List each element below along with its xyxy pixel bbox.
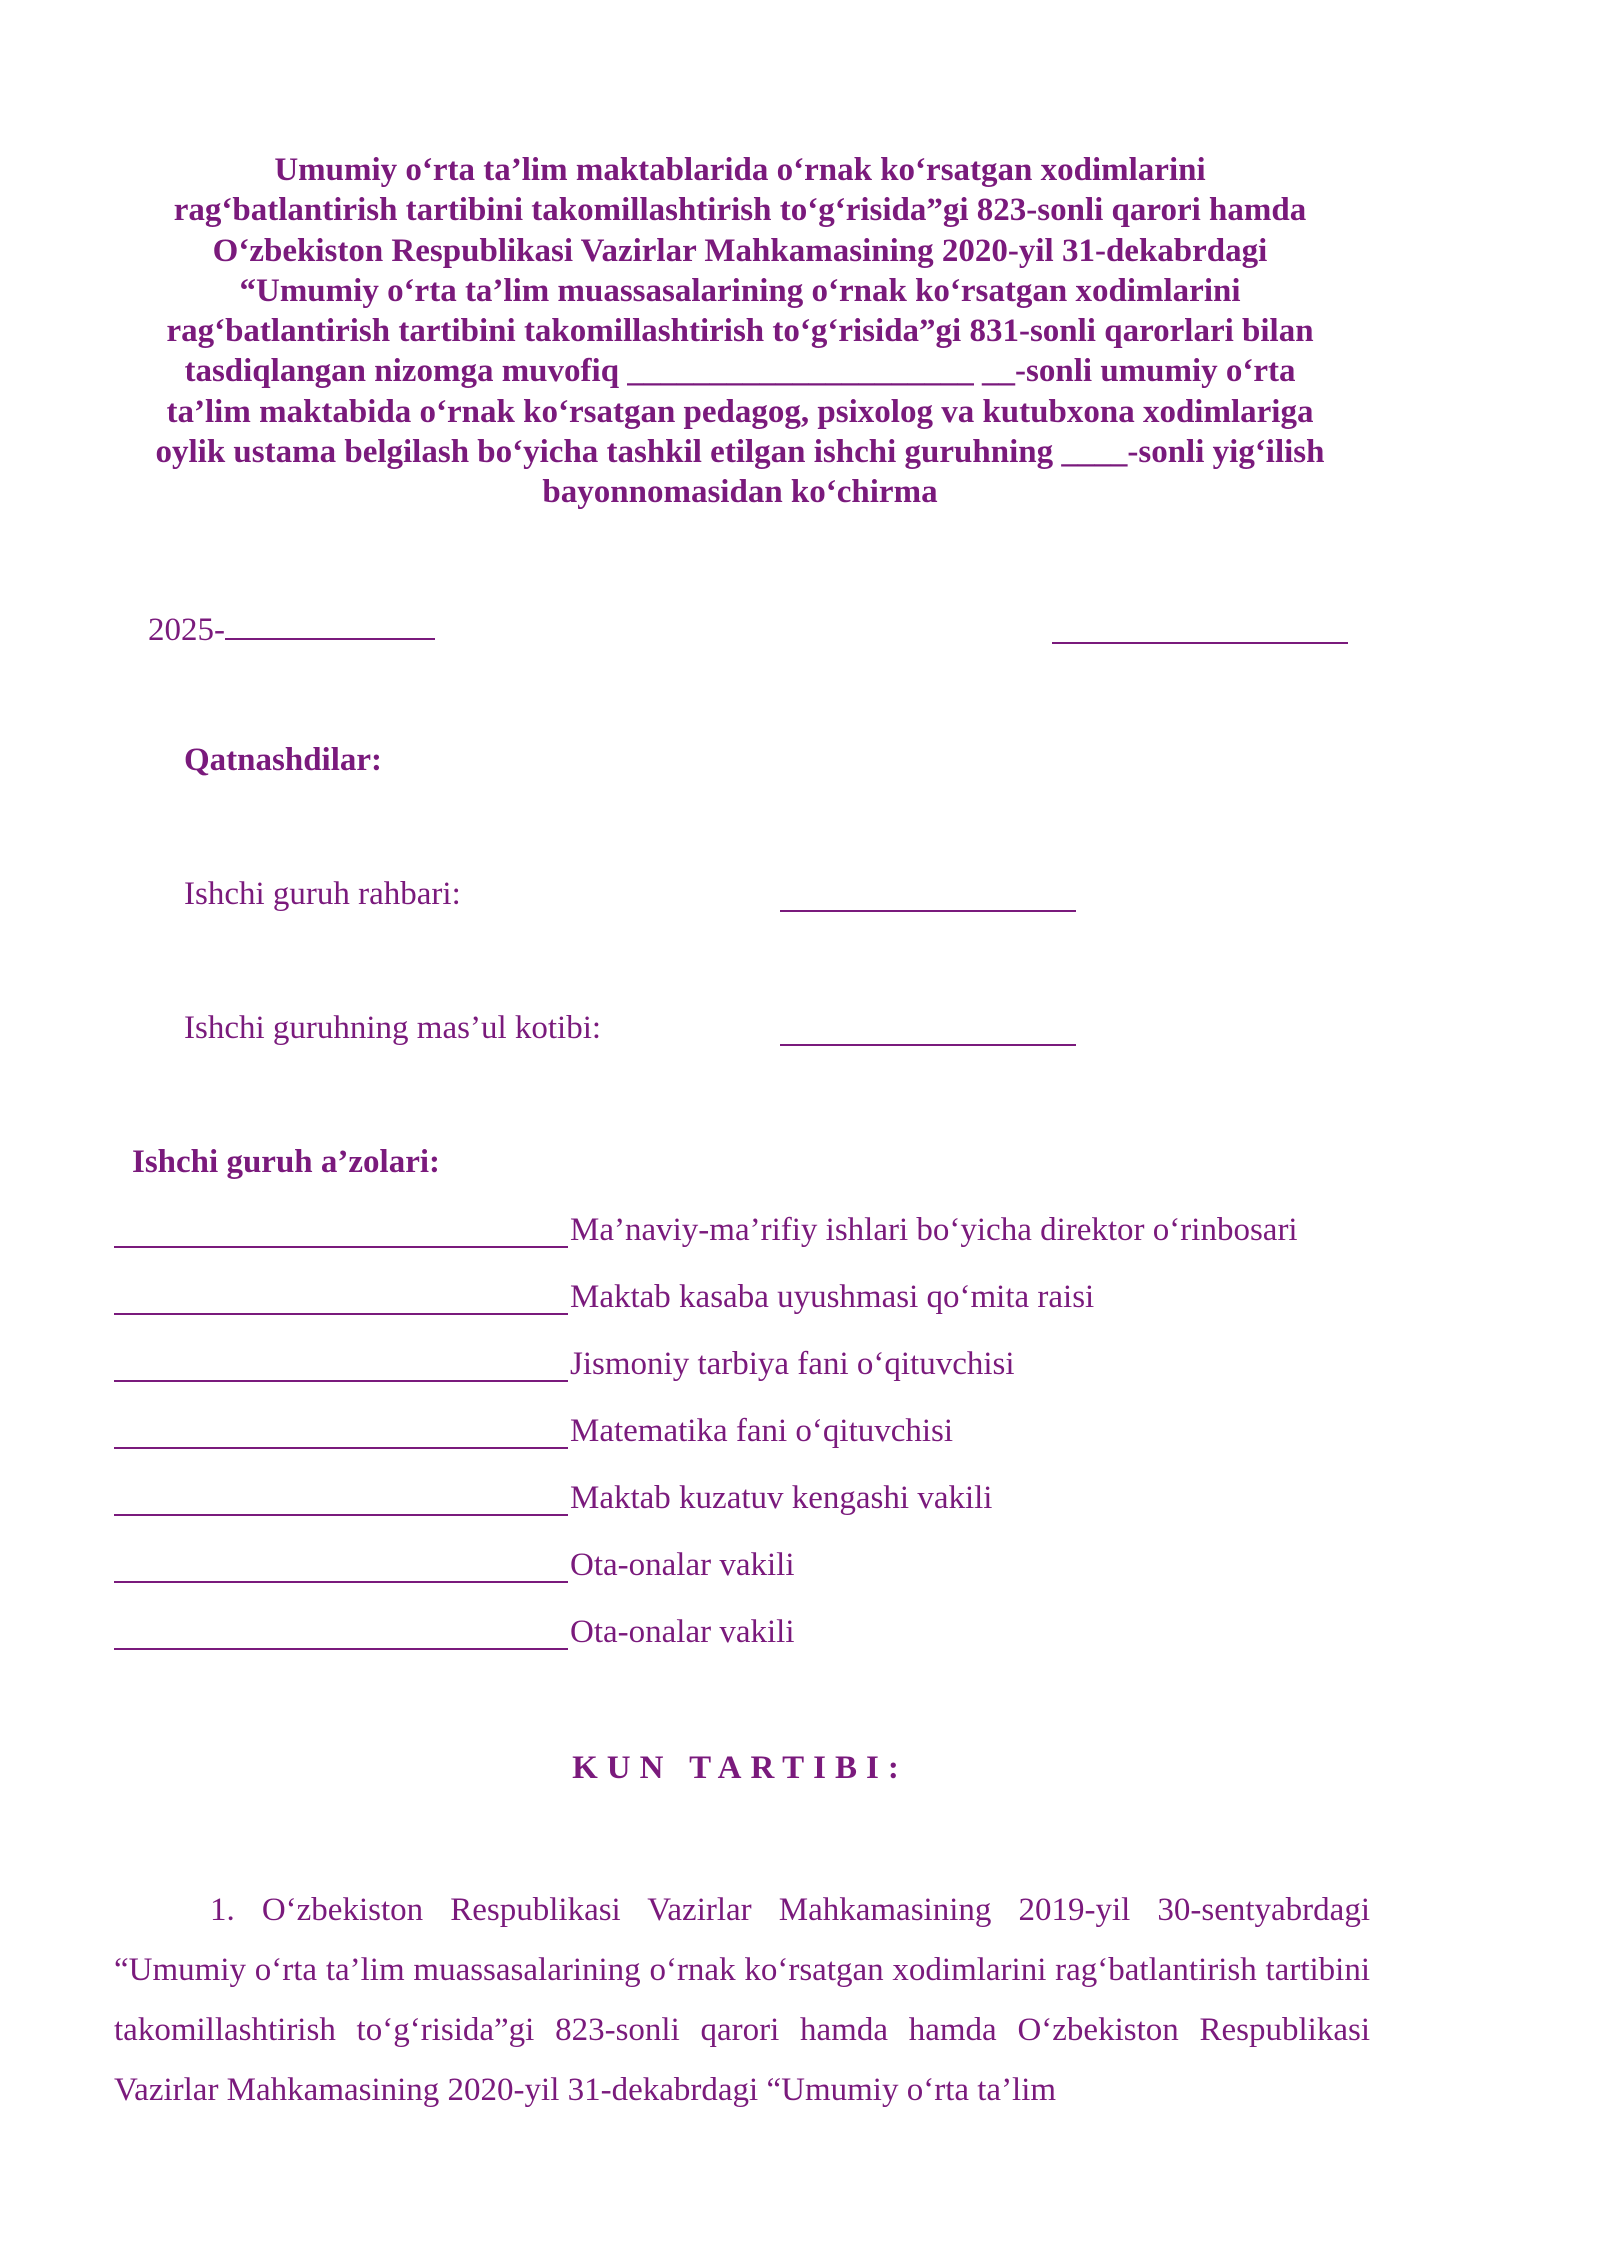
- member-signature-line: [114, 1413, 568, 1449]
- member-role: Ma’naviy-ma’rifiy ishlari bo‘yicha direktor o‘rinbosari: [570, 1212, 1298, 1248]
- title-line: tasdiqlangan nizomga muvofiq _____________________ __-sonli umumiy o‘rta: [184, 353, 1296, 390]
- member-role: Ota-onalar vakili: [570, 1547, 795, 1583]
- title-line: rag‘batlantirish tartibini takomillashtirish to‘g‘risida”gi 831-sonli qarorlari bilan: [166, 313, 1314, 350]
- leader-label: Ishchi guruh rahbari:: [184, 876, 461, 912]
- date-year-prefix: 2025-: [148, 612, 225, 648]
- secretary-signature-line: [780, 1010, 1076, 1046]
- member-row: [114, 1279, 1374, 1323]
- title-line: rag‘batlantirish tartibini takomillashtirish to‘g‘risida”gi 823-sonli qarori hamda: [173, 192, 1307, 229]
- member-signature-line: [114, 1547, 568, 1583]
- member-signature-line: [114, 1346, 568, 1382]
- member-signature-line: [114, 1279, 568, 1315]
- member-row: [114, 1413, 1374, 1457]
- agenda-heading: KUN TARTIBI:: [572, 1750, 908, 1786]
- date-row: [148, 608, 1348, 654]
- secretary-row: [184, 1010, 1084, 1054]
- leader-signature-line: [780, 876, 1076, 912]
- member-role: Matematika fani o‘qituvchisi: [570, 1413, 954, 1449]
- member-row: [114, 1346, 1374, 1390]
- member-row: [114, 1614, 1374, 1658]
- member-role: Maktab kasaba uyushmasi qo‘mita raisi: [570, 1279, 1095, 1315]
- title-line: bayonnomasidan ko‘chirma: [542, 474, 938, 511]
- date-field: [148, 608, 435, 649]
- member-row: [114, 1480, 1374, 1524]
- member-signature-line: [114, 1212, 568, 1248]
- member-row: [114, 1547, 1374, 1591]
- leader-row: [184, 876, 1084, 920]
- place-blank-line: [1052, 608, 1348, 644]
- member-signature-line: [114, 1614, 568, 1650]
- title-line: oylik ustama belgilash bo‘yicha tashkil etilgan ishchi guruhning ____-sonli yig‘ilish: [155, 434, 1325, 471]
- title-line: “Umumiy o‘rta ta’lim muassasalarining o‘rnak ko‘rsatgan xodimlarini: [239, 272, 1241, 309]
- document-title: [110, 150, 1370, 513]
- member-signature-line: [114, 1480, 568, 1516]
- secretary-label: Ishchi guruhning mas’ul kotibi:: [184, 1010, 602, 1046]
- date-blank-line: [225, 608, 435, 640]
- member-role: Jismoniy tarbiya fani o‘qituvchisi: [570, 1346, 1015, 1382]
- members-heading: Ishchi guruh a’zolari:: [132, 1144, 441, 1180]
- title-line: ta’lim maktabida o‘rnak ko‘rsatgan pedagog, psixolog va kutubxona xodimlariga: [166, 393, 1314, 430]
- member-role: Ota-onalar vakili: [570, 1614, 795, 1650]
- member-row: [114, 1212, 1374, 1256]
- agenda-item: 1. O‘zbekiston Respublikasi Vazirlar Mahkamasining 2019-yil 30-sentyabrdagi “Umumiy o‘rta ta’lim muassasalarining o‘rnak ko‘rsatgan xodimlarini rag‘batlantirish tartibini takomillashtirish to‘g‘risida”gi 823-sonli qarori hamda hamda O‘zbekiston Respublikasi Vazirlar Mahkamasining 2020-yil 31-dekabrdagi “Umumiy o‘rta ta’lim: [114, 1892, 1370, 2108]
- title-line: O‘zbekiston Respublikasi Vazirlar Mahkamasining 2020-yil 31-dekabrdagi: [212, 232, 1268, 269]
- participants-heading: Qatnashdilar:: [184, 742, 383, 778]
- member-role: Maktab kuzatuv kengashi vakili: [570, 1480, 993, 1516]
- title-line: Umumiy o‘rta ta’lim maktablarida o‘rnak ko‘rsatgan xodimlarini: [274, 152, 1206, 188]
